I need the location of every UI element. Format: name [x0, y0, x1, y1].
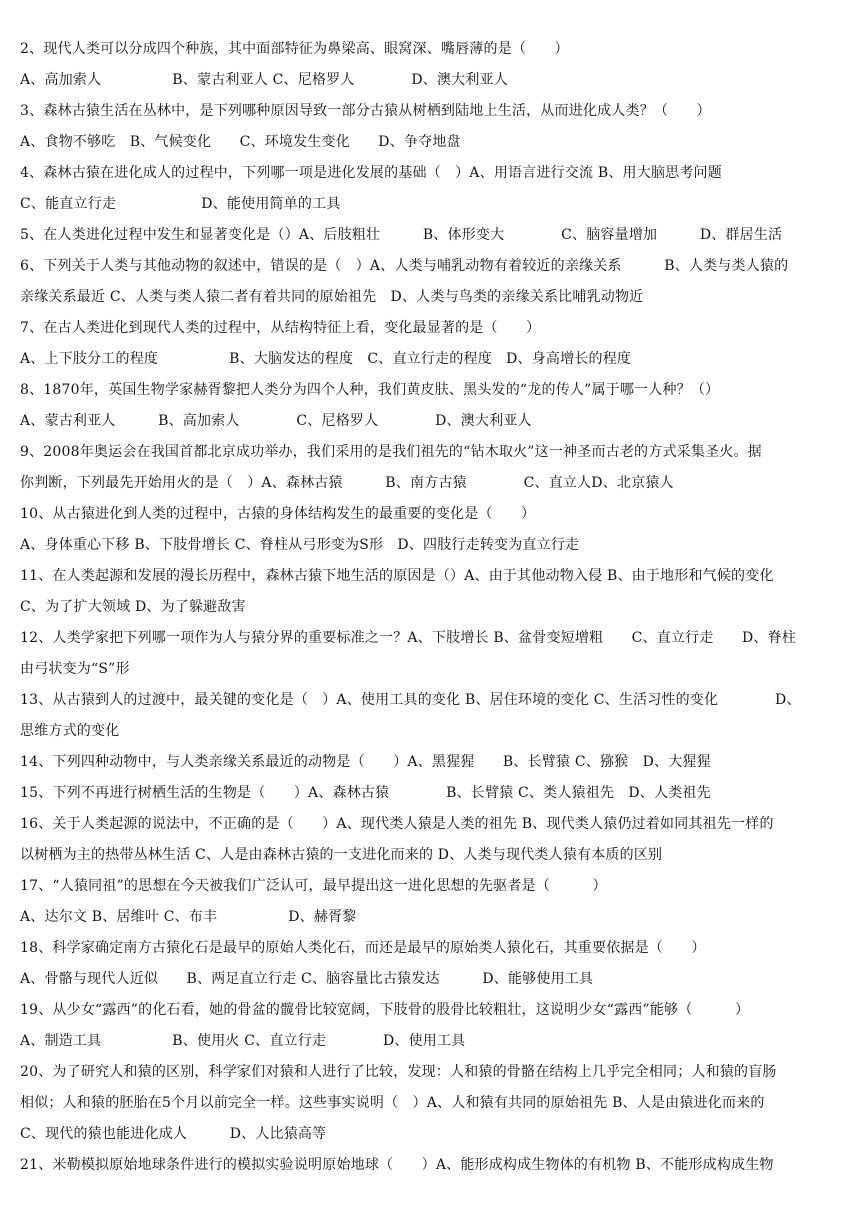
text-line: 思维方式的变化: [20, 723, 120, 739]
text-line: 14、下列四种动物中，与人类亲缘关系最近的动物是（ ）A、黑猩猩 B、长臂猿 C、猕猴 D、大猩猩: [20, 754, 711, 770]
text-line: 7、在古人类进化到现代人类的过程中，从结构特征上看，变化最显著的是（ ）: [20, 320, 541, 336]
text-line: A、食物不够吃 B、气候变化 C、环境发生变化 D、争夺地盘: [20, 134, 461, 150]
text-line: A、达尔文 B、居维叶 C、布丰 D、赫胥黎: [20, 909, 357, 925]
text-line: 12、人类学家把下列哪一项作为人与猿分界的重要标准之一？A、下肢增长 B、盆骨变短增粗 C、直立行走 D、脊柱: [20, 630, 796, 646]
text-line: 以树栖为主的热带丛林生活 C、人是由森林古猿的一支进化而来的 D、人类与现代类人猿有本质的区别: [20, 847, 663, 863]
text-line: 2、现代人类可以分成四个种族，其中面部特征为鼻梁高、眼窝深、嘴唇薄的是（ ）: [20, 41, 569, 57]
text-line: 你判断，下列最先开始用火的是（ ）A、森林古猿 B、南方古猿 C、直立人D、北京猿人: [20, 475, 674, 491]
text-line: A、蒙古利亚人 B、高加索人 C、尼格罗人 D、澳大利亚人: [20, 413, 532, 429]
text-line: A、高加索人 B、蒙古利亚人 C、尼格罗人 D、澳大利亚人: [20, 72, 508, 88]
text-line: 20、为了研究人和猿的区别，科学家们对猿和人进行了比较，发现：人和猿的骨骼在结构上几乎完全相同；人和猿的盲肠: [20, 1064, 777, 1080]
text-line: A、上下肢分工的程度 B、大脑发达的程度 C、直立行走的程度 D、身高增长的程度: [20, 351, 632, 367]
text-line: 9、2008年奥运会在我国首都北京成功举办，我们采用的是我们祖先的“钻木取火”这一神圣而古老的方式采集圣火。据: [20, 444, 762, 460]
text-line: 16、关于人类起源的说法中，不正确的是（ ）A、现代类人猿是人类的祖先 B、现代类人猿仍过着如同其祖先一样的: [20, 816, 774, 832]
text-line: 21、米勒模拟原始地球条件进行的模拟实验说明原始地球（ ）A、能形成构成生物体的有机物 B、不能形成构成生物: [20, 1157, 774, 1173]
text-line: A、身体重心下移 B、下肢骨增长 C、脊柱从弓形变为S形 D、四肢行走转变为直立行走: [20, 537, 580, 553]
text-line: A、制造工具 B、使用火 C、直立行走 D、使用工具: [20, 1033, 466, 1049]
text-line: 18、科学家确定南方古猿化石是最早的原始人类化石，而还是最早的原始类人猿化石，其重要依据是（ ）: [20, 940, 706, 956]
text-line: 17、“人猿同祖”的思想在今天被我们广泛认可，最早提出这一进化思想的先驱者是（ ）: [20, 878, 607, 894]
text-line: 10、从古猿进化到人类的过程中，古猿的身体结构发生的最重要的变化是（ ）: [20, 506, 536, 522]
text-line: 13、从古猿到人的过渡中，最关键的变化是（ ）A、使用工具的变化 B、居住环境的变化 C、生活习性的变化 D、: [20, 692, 801, 708]
text-line: 3、森林古猿生活在丛林中，是下列哪种原因导致一部分古猿从树栖到陆地上生活，从而进化成人类？（ ）: [20, 103, 711, 119]
text-line: 由弓状变为“S”形: [20, 661, 130, 677]
text-line: 8、1870年，英国生物学家赫胥黎把人类分为四个人种，我们黄皮肤、黑头发的“龙的传人”属于哪一人种？（）: [20, 382, 720, 398]
text-line: 11、在人类起源和发展的漫长历程中，森林古猿下地生活的原因是（）A、由于其他动物入侵 B、由于地形和气候的变化: [20, 568, 774, 584]
text-line: 5、在人类进化过程中发生和显著变化是（）A、后肢粗壮 B、体形变大 C、脑容量增加 D、群居生活: [20, 227, 783, 243]
text-line: C、为了扩大领域 D、为了躲避敌害: [20, 599, 246, 615]
text-line: C、能直立行走 D、能使用简单的工具: [20, 196, 341, 212]
text-line: 4、森林古猿在进化成人的过程中，下列哪一项是进化发展的基础（ ）A、用语言进行交流 B、用大脑思考问题: [20, 165, 722, 181]
text-line: 6、下列关于人类与其他动物的叙述中，错误的是（ ）A、人类与哺乳动物有着较近的亲缘关系 B、人类与类人猿的: [20, 258, 789, 274]
text-line: 19、从少女“露西”的化石看，她的骨盆的髋骨比较宽阔，下肢骨的股骨比较粗壮，这说明少女“露西”能够（ ）: [20, 1002, 750, 1018]
document-body: [20, 34, 840, 1181]
text-line: 相似；人和猿的胚胎在5个月以前完全一样。这些事实说明（ ）A、人和猿有共同的原始祖先 B、人是由猿进化而来的: [20, 1095, 765, 1111]
text-line: C、现代的猿也能进化成人 D、人比猿高等: [20, 1126, 327, 1142]
text-line: 15、下列不再进行树栖生活的生物是（ ）A、森林古猿 B、长臂猿 C、类人猿祖先 D、人类祖先: [20, 785, 711, 801]
text-line: A、骨骼与现代人近似 B、两足直立行走 C、脑容量比古猿发达 D、能够使用工具: [20, 971, 594, 987]
text-line: 亲缘关系最近 C、人类与类人猿二者有着共同的原始祖先 D、人类与鸟类的亲缘关系比哺乳动物近: [20, 289, 644, 305]
